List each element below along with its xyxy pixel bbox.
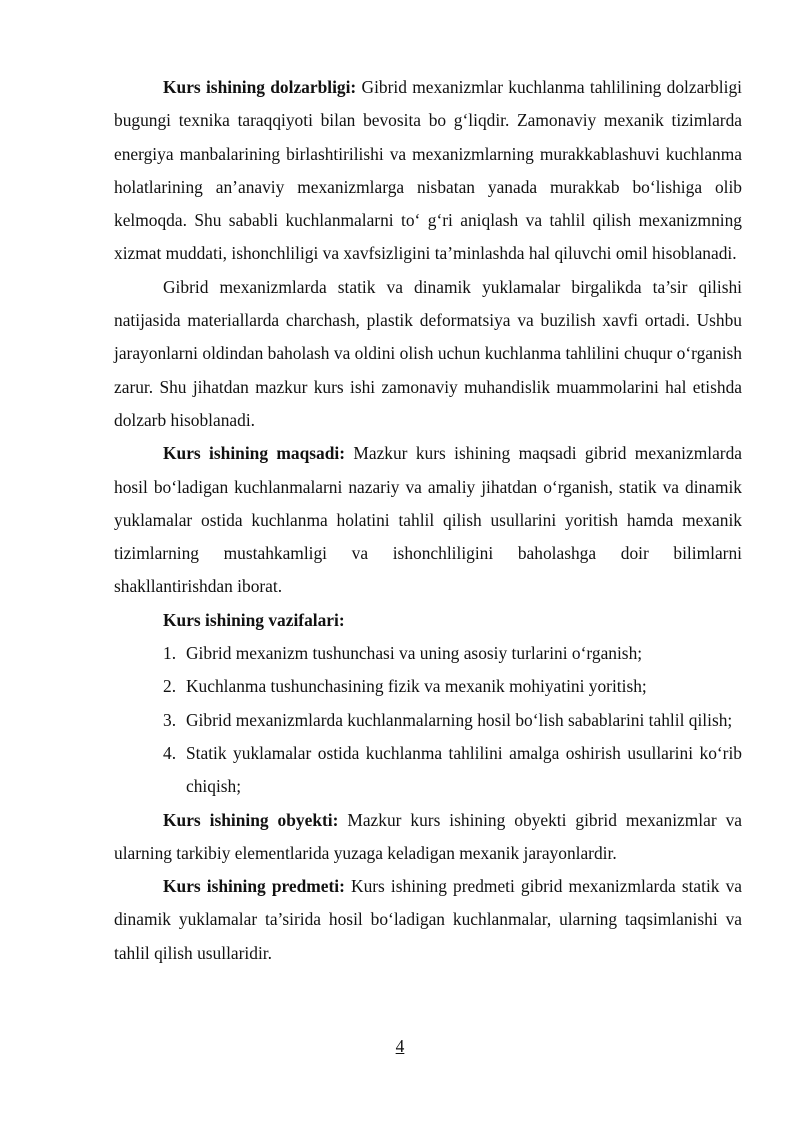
list-item xyxy=(114,670,742,703)
list-item-text: Kuchlanma tushunchasining fizik va mexanik mohiyatini yoritish; xyxy=(186,676,647,697)
relevance-label: Kurs ishining dolzarbligi: xyxy=(163,77,357,97)
relevance-continued-paragraph: Gibrid mexanizmlarda statik va dinamik yuklamalar birgalikda ta’sir qilishi natijasida materiallarda charchash, plastik deformatsiya va buzilish xavfi ortadi. Ushbu jarayonlarni oldindan baholash va oldini olish uchun kuchlanma tahlilini chuqur o‘rganish zarur. Shu jihatdan mazkur kurs ishi zamonaviy muhandislik muammolarini hal etishda dolzarb hisoblanadi. xyxy=(114,276,742,430)
list-item-number: 4. xyxy=(163,742,177,763)
list-item-number: 2. xyxy=(163,676,177,697)
subject-paragraph xyxy=(114,870,742,970)
tasks-list xyxy=(114,637,742,803)
document-page xyxy=(114,71,742,970)
goal-label: Kurs ishining maqsadi: xyxy=(163,443,346,464)
relevance-paragraph xyxy=(114,71,742,271)
list-item xyxy=(114,737,742,804)
list-item xyxy=(114,704,742,737)
list-item xyxy=(114,637,742,670)
subject-text: Kurs ishining predmeti gibrid mexanizmlarda statik va dinamik yuklamalar ta’sirida hosil bo‘ladigan kuchlanmalar, ularning taqsimlanishi va tahlil qilish usullaridir. xyxy=(114,876,742,963)
relevance-text: Gibrid mexanizmlar kuchlanma tahlilining dolzarbligi bugungi texnika taraqqiyoti bilan bevosita bo g‘liqdir. Zamonaviy mexanik tizimlarda energiya manbalarining birlashtirilishi va mexanizmlarning murakkablashuvi kuchlanma holatlarining an’anaviy mexanizmlarga nisbatan yanada murakkab bo‘lishiga olib kelmoqda. Shu sababli kuchlanmalarni to‘ g‘ri aniqlash va tahlil qilish mexanizmning xizmat muddati, ishonchliligi va xavfsizligini ta’minlashda hal qiluvchi omil hisoblanadi. xyxy=(114,77,742,264)
subject-label: Kurs ishining predmeti: xyxy=(163,876,345,897)
list-item-number: 3. xyxy=(163,709,177,730)
page-number: 4 xyxy=(395,1036,405,1056)
object-label: Kurs ishining obyekti: xyxy=(163,809,339,830)
object-text: Mazkur kurs ishining obyekti gibrid mexanizmlar va ularning tarkibiy elementlarida yuzaga keladigan mexanik jarayonlardir. xyxy=(114,809,742,863)
list-item-text: Statik yuklamalar ostida kuchlanma tahlilini amalga oshirish usullarini ko‘rib chiqish; xyxy=(186,742,742,797)
list-item-text: Gibrid mexanizm tushunchasi va uning asosiy turlarini o‘rganish; xyxy=(186,643,643,664)
list-item-text: Gibrid mexanizmlarda kuchlanmalarning hosil bo‘lish sabablarini tahlil qilish; xyxy=(186,709,733,730)
goal-text: Mazkur kurs ishining maqsadi gibrid mexanizmlarda hosil bo‘ladigan kuchlanmalarni nazariy va amaliy jihatdan o‘rganish, statik va dinamik yuklamalar ostida kuchlanma holatini tahlil qilish usullarini yoritish hamda mexanik tizimlarning mustahkamligi va ishonchliligini baholashga doir bilimlarni shakllantirishdan iborat. xyxy=(114,443,742,597)
tasks-heading: Kurs ishining vazifalari: xyxy=(163,609,345,630)
goal-paragraph xyxy=(114,437,742,603)
list-item-number: 1. xyxy=(163,643,177,664)
object-paragraph xyxy=(114,804,742,871)
